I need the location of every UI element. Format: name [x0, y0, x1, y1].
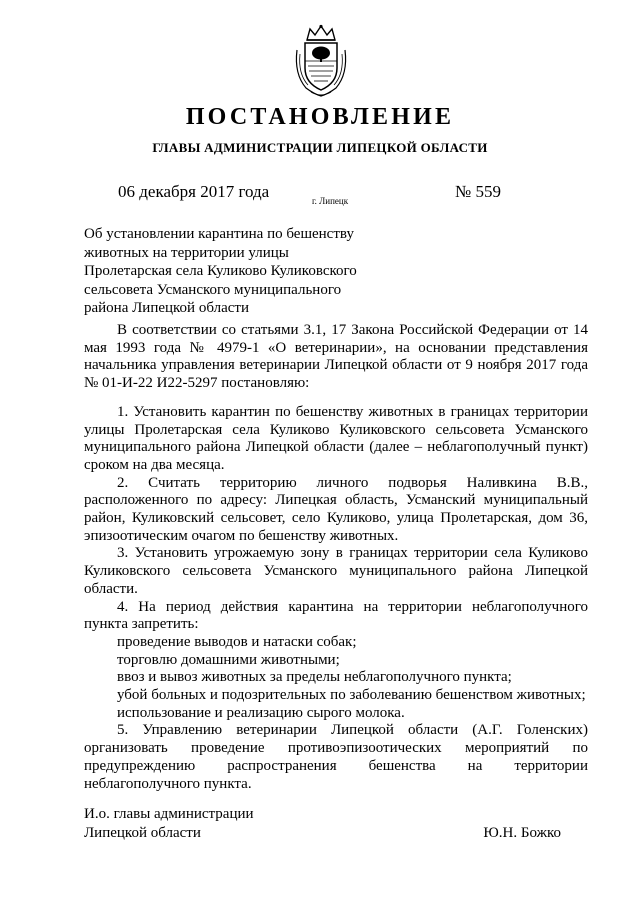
subject-line: Пролетарская села Куликово Куликовского: [84, 263, 357, 279]
document-title: ПОСТАНОВЛЕНИЕ: [185, 104, 455, 130]
document-city: г. Липецк: [312, 196, 349, 206]
document-number: № 559: [455, 182, 501, 201]
signatory-position-line1: И.о. главы администрации: [84, 806, 254, 822]
item-4-paragraph: 4. На период действия карантина на территории неблагополучного пункта запретить:: [84, 598, 588, 633]
coat-of-arms-icon: [290, 24, 352, 98]
item-3-paragraph: 3. Установить угрожаемую зону в границах территории села Куликово Куликовского сельсовета Усманского муниципального района Липецкой области.: [84, 545, 588, 597]
subject-line: животных на территории улицы: [84, 244, 289, 261]
prohibition-item: ввоз и вывоз животных за пределы неблагополучного пункта;: [117, 669, 512, 686]
document-date: 06 декабря 2017 года: [118, 182, 270, 201]
preamble-paragraph: В соответствии со статьями 3.1, 17 Закона Российской Федерации от 14 мая 1993 года № 4979-1 «О ветеринарии», на основании представления начальника управления ветеринарии Липецкой области от 9 ноября 2017 года № 01-И-22 И22-5297 постановляю:: [84, 322, 588, 392]
signature-block: [84, 805, 588, 842]
item-5-paragraph: 5. Управлению ветеринарии Липецкой области (А.Г. Голенских) организовать проведение противоэпизоотических мероприятий по предупреждению распространения бешенства на территории неблагополучного пункта.: [84, 722, 588, 792]
subject-line: Об установлении карантина по бешенству: [84, 226, 354, 242]
signatory-position-line2: Липецкой области: [84, 824, 201, 841]
prohibition-item: проведение выводов и натаски собак;: [117, 633, 357, 650]
prohibition-item: убой больных и подозрительных по заболеванию бешенством животных;: [117, 687, 586, 704]
document-subject: [84, 225, 384, 318]
signatory-name: Ю.Н. Божко: [483, 824, 561, 841]
subject-line: района Липецкой области: [84, 300, 249, 316]
subject-line: сельсовета Усманского муниципального: [84, 281, 342, 298]
item-1-paragraph: 1. Установить карантин по бешенству животных в границах территории улицы Пролетарская села Куликово Куликовского сельсовета Усманского муниципального района Липецкой области (далее – неблагополучный пункт) сроком на два месяца.: [84, 403, 588, 473]
prohibition-item: использование и реализацию сырого молока.: [117, 704, 405, 721]
prohibition-item: торговлю домашними животными;: [117, 651, 340, 668]
document-subtitle: ГЛАВЫ АДМИНИСТРАЦИИ ЛИПЕЦКОЙ ОБЛАСТИ: [152, 140, 488, 155]
item-2-paragraph: 2. Считать территорию личного подворья Наливкина В.В., расположенного по адресу: Липецкая область, Усманский муниципальный район, Куликовский сельсовет, село Куликово, улица Пролетарская, дом 36, эпизоотическим очагом по бешенству животных.: [84, 474, 588, 544]
document-body: [84, 322, 588, 793]
